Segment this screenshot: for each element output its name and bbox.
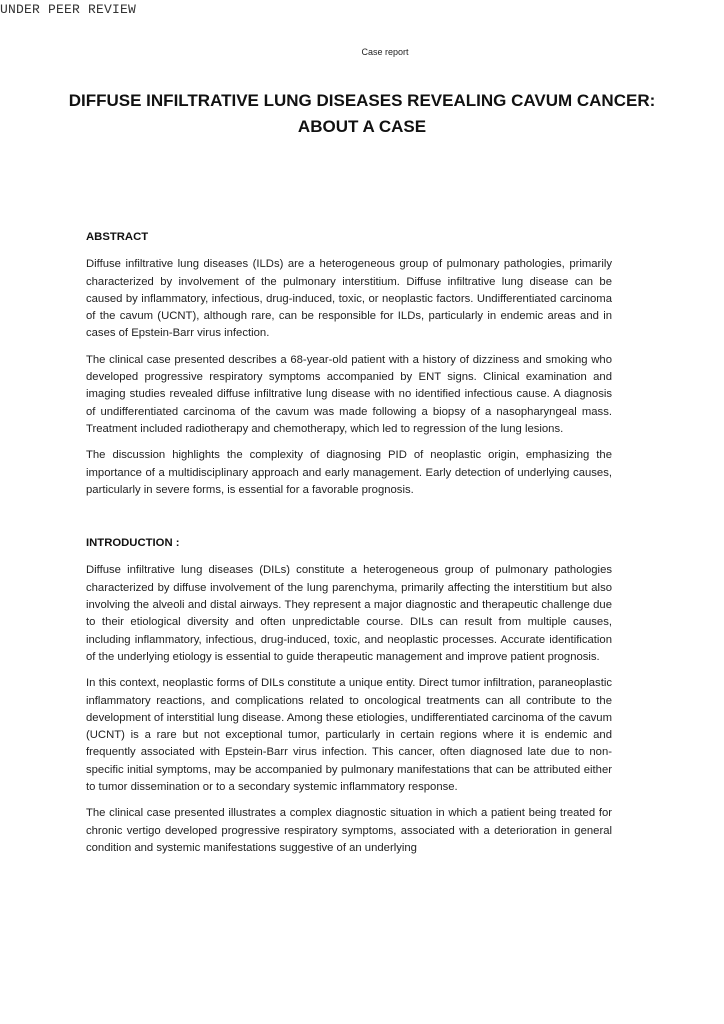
section-spacer bbox=[86, 508, 612, 535]
abstract-paragraph: Diffuse infiltrative lung diseases (ILDs) are a heterogeneous group of pulmonary pathologies, primarily characterized by involvement of the pulmonary interstitium. Diffuse infiltrative lung disease can be caused by inflammatory, infectious, drug-induced, toxic, or neoplastic factors. Undifferentiated carcinoma of the cavum (UCNT), although rare, can be responsible for ILDs, particularly in endemic areas and in cases of Epstein-Barr virus infection. bbox=[86, 258, 612, 340]
article-type-label: Case report bbox=[361, 47, 409, 57]
abstract-heading: ABSTRACT bbox=[86, 231, 149, 243]
introduction-section bbox=[86, 535, 612, 857]
introduction-paragraph: Diffuse infiltrative lung diseases (DILs) constitute a heterogeneous group of pulmonary pathologies characterized by diffuse involvement of the lung parenchyma, primarily affecting the interstitium but also involving the alveoli and distal airways. They represent a major diagnostic and therapeutic challenge due to their etiological diversity and often unpredictable course. DILs can result from multiple causes, including inflammatory, infectious, drug-induced, toxic, and neoplastic processes. Accurate identification of the underlying etiology is essential to guide therapeutic management and improve patient prognosis. bbox=[86, 564, 612, 663]
abstract-paragraph: The clinical case presented describes a 68-year-old patient with a history of dizziness and smoking who developed progressive respiratory symptoms accompanied by ENT signs. Clinical examination and imaging studies revealed diffuse infiltrative lung disease with no identified infectious cause. A diagnosis of undifferentiated carcinoma of the cavum was made following a biopsy of a nasopharyngeal mass. Treatment included radiotherapy and chemotherapy, which led to regression of the lung lesions. bbox=[86, 353, 612, 435]
abstract-paragraph: The discussion highlights the complexity of diagnosing PID of neoplastic origin, emphasizing the importance of a multidisciplinary approach and early management. Early detection of underlying causes, particularly in severe forms, is essential for a favorable prognosis. bbox=[86, 449, 612, 496]
peer-review-watermark: UNDER PEER REVIEW bbox=[0, 2, 137, 17]
introduction-paragraph: The clinical case presented illustrates a complex diagnostic situation in which a patient being treated for chronic vertigo developed progressive respiratory symptoms, associated with a deterioration in general condition and systemic manifestations suggestive of an underlying bbox=[86, 807, 612, 854]
paper-title: DIFFUSE INFILTRATIVE LUNG DISEASES REVEALING CAVUM CANCER: ABOUT A CASE bbox=[68, 91, 656, 136]
abstract-section bbox=[86, 229, 612, 499]
introduction-heading: INTRODUCTION : bbox=[86, 537, 180, 550]
paper-body bbox=[86, 229, 612, 866]
introduction-paragraph: In this context, neoplastic forms of DILs constitute a unique entity. Direct tumor infiltration, paraneoplastic inflammatory reactions, and complications related to oncological treatments can all contribute to the development of interstitial lung disease. Among these etiologies, undifferentiated carcinoma of the cavum (UCNT) is a rare but not exceptional tumor, particularly in certain regions where it is endemic and frequently associated with Epstein-Barr virus infection. This cancer, often diagnosed late due to non-specific initial symptoms, may be accompanied by pulmonary manifestations that can be attributed either to tumor dissemination or to a secondary systemic inflammatory response. bbox=[86, 677, 612, 794]
